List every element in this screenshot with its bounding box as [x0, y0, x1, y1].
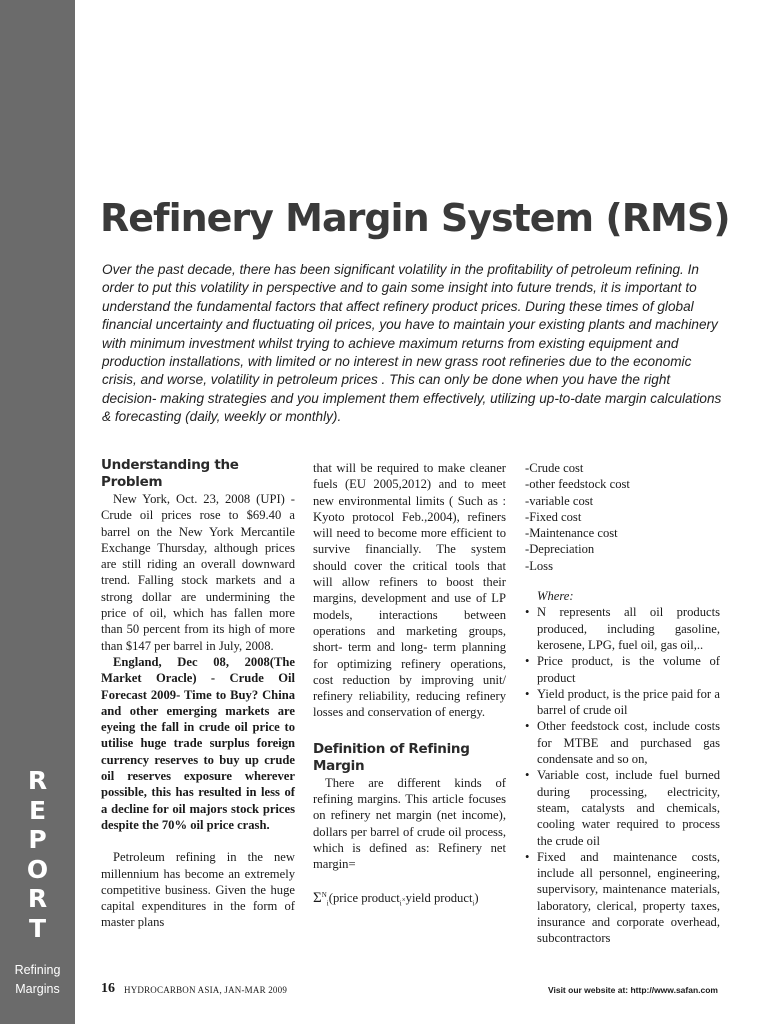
cost-item: -variable cost	[525, 493, 594, 508]
formula-times: ×	[401, 895, 406, 904]
paragraph: that will be required to make cleaner fuels (EU 2005,2012) and to meet new environmental limits ( Such as : Kyoto protocol Feb.,2004), refiners will need to become more efficient to survive financially. The system should cover the critical tools that will allow refiners to boost their margins, development and use of LP models, interactions between operations and marketing groups, short- term and long- term planning for optimizing refinery operations, cost reduction by improving unit/ refinery reliability, reducing refinery losses and conservation of energy.	[313, 461, 506, 720]
cost-item: -other feedstock cost	[525, 477, 630, 492]
report-letter: P	[28, 825, 47, 854]
section-caption-line: Refining	[14, 963, 61, 977]
cost-list	[525, 460, 720, 574]
column-2	[313, 460, 506, 912]
article-intro: Over the past decade, there has been significant volatility in the profitability of petroleum refining. In order to put this volatility in perspective and to gain some insight into future trends, it is important to understand the fundamental factors that affect refinery product prices. During these times of global financial uncertainty and fluctuating oil prices, you have to maintain your existing plants and machinery with minimum investment whilst trying to achieve maximum returns from existing equipment and production installations, with limited or no interest in new grass root refineries due to the economic crisis, and worse, volatility in petroleum prices . This can only be done when you have the right decision- making strategies and you implement them effectively, utilizing up-to-date margin calculations & forecasting (daily, weekly or monthly).	[102, 262, 722, 425]
formula-text: )	[474, 890, 479, 905]
article-title: Refinery Margin System (RMS)	[100, 196, 730, 240]
report-letter: R	[27, 884, 48, 913]
page-number: 16	[101, 981, 115, 996]
formula-sub: i	[399, 899, 402, 908]
paragraph-bold: England, Dec 08, 2008(The Market Oracle) - Crude Oil Forecast 2009- Time to Buy? China and other emerging markets are eyeing the fall in crude oil price to utilise huge trade surplus foreign currency reserves to buy up crude oil reserves exposure wherever possible, this has resulted in less of a decline for oil majors stock prices despite the 70% oil price crash.	[101, 654, 295, 832]
definition-item: • Variable cost, include fuel burned during processing, electricity, steam, catalysts and chemicals, cooling water required to process the crude oil	[525, 767, 720, 848]
definition-item: • Price product, is the volume of product	[525, 653, 720, 686]
formula-sigma: Σ	[313, 889, 322, 906]
section-caption-line: Margins	[15, 982, 60, 996]
definition-item: • Yield product, is the price paid for a barrel of crude oil	[525, 686, 720, 719]
column-3	[525, 460, 720, 947]
formula-text: yield product	[405, 890, 473, 905]
section-heading-definition: Definition of Refining Margin	[313, 740, 470, 774]
cost-item: -Loss	[525, 558, 553, 573]
website-notice: Visit our website at: http://www.safan.com	[547, 985, 718, 995]
report-letter: O	[26, 854, 49, 884]
side-bar	[0, 0, 75, 1024]
report-letter: E	[28, 795, 47, 825]
cost-item: -Crude cost	[525, 461, 584, 475]
definition-item: • N represents all oil products produced, including gasoline, kerosene, LPG, fuel oil, gas oil,..	[525, 604, 720, 653]
where-label: Where:	[537, 589, 574, 604]
formula-sub: i	[326, 899, 329, 908]
section-heading-problem: Understanding the Problem	[101, 457, 239, 490]
section-caption	[0, 961, 75, 999]
formula-sub: i	[472, 899, 475, 908]
formula-sup: N	[321, 890, 327, 899]
paragraph: New York, Oct. 23, 2008 (UPI) - Crude oil prices rose to $69.40 a barrel on the New York Mercantile Exchange Thursday, although prices are still riding an overall downward trend. Falling stock markets and a strong dollar are undermining the price of oil, which has fallen more than 50 percent from its high of more than $147 per barrel in July, 2008.	[101, 492, 295, 653]
report-vertical-label	[0, 766, 75, 943]
definition-list	[525, 604, 720, 946]
paragraph: Petroleum refining in the new millennium has become an extremely competitive business. Given the huge capital expenditures in the form of master plans	[101, 850, 295, 930]
margin-formula	[313, 887, 506, 912]
report-letter: T	[28, 913, 47, 943]
cost-item: -Maintenance cost	[525, 526, 618, 541]
definition-item: • Fixed and maintenance costs, include all personnel, engineering, supervisory, maintenance materials, laboratory, clerical, property taxes, insurance and corporate overhead, subcontractors	[525, 849, 720, 947]
paragraph: There are different kinds of refining margins. This article focuses on refinery net margin (net income), dollars per barrel of crude oil process, which is defined as: Refinery net margin=	[313, 775, 506, 872]
column-1	[101, 457, 295, 931]
magazine-issue: HYDROCARBON ASIA, JAN-MAR 2009	[124, 985, 288, 995]
definition-item: • Other feedstock cost, include costs for MTBE and purchased gas condensate and so on,	[525, 718, 720, 767]
cost-item: -Fixed cost	[525, 509, 582, 524]
formula-text: (price product	[328, 890, 400, 905]
report-letter: R	[27, 766, 48, 795]
cost-item: -Depreciation	[525, 542, 595, 557]
